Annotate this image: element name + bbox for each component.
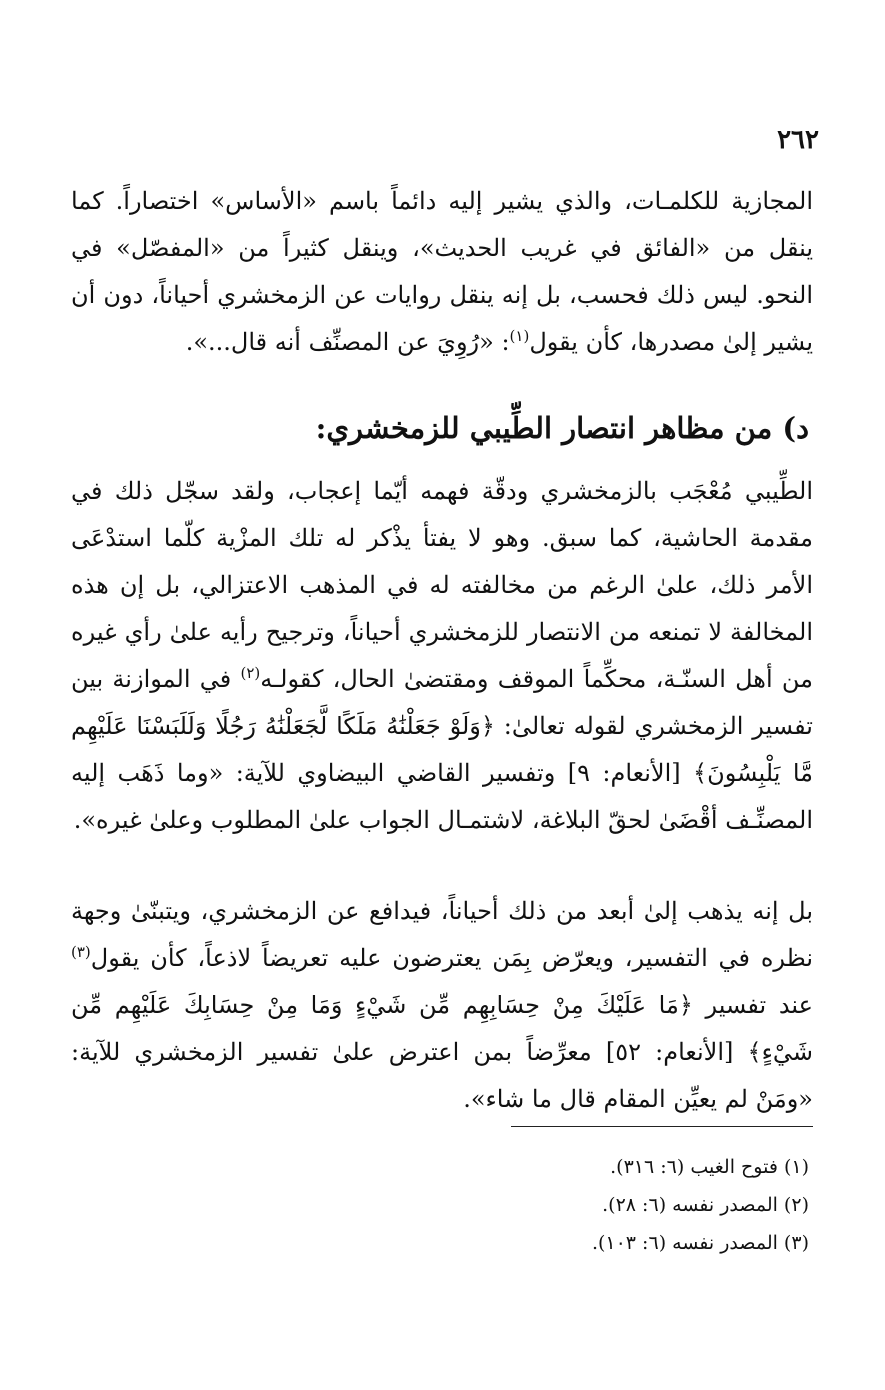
- page-number: ٢٦٢: [777, 125, 819, 155]
- section-heading: د) من مظاهر انتصار الطِّيبي للزمخشري:: [315, 411, 809, 445]
- quran-verse-2: ﴿مَا عَلَيْكَ مِنْ حِسَابِهِم مِّن شَيْءٍ وَمَا مِنْ حِسَابِكَ عَلَيْهِم مِّن شَيْءٍ﴾: [71, 991, 814, 1066]
- footnote-ref-1: (١): [509, 327, 530, 345]
- footnote-ref-2: (٢): [240, 664, 261, 682]
- footnote-divider: [511, 1126, 813, 1127]
- footnote-ref-3: (٣): [71, 943, 91, 961]
- paragraph-3-mid: عند تفسير: [692, 991, 813, 1019]
- footnote-3: (٣) المصدر نفسه (٦: ١٠٣).: [591, 1232, 809, 1254]
- paragraph-1-text: المجازية للكلمـات، والذي يشير إليه دائماً باسم «الأساس» اختصاراً. كما ينقل من «الفائق في غريب الحديث»، وينقل كثيراً من «المفصّل» في النحو. ليس ذلك فحسب، بل إنه ينقل روايات عن الزمخشري أحياناً، دون أن يشير إلىٰ مصدرها، كأن يقول: [71, 187, 814, 356]
- paragraph-3-tail: [الأنعام: ٥٢] معرِّضاً بمن اعترض علىٰ تفسير الزمخشري للآية: «ومَنْ لم يعيِّن المقام قال ما شاء».: [71, 1038, 813, 1113]
- paragraph-1-tail: : «رُوِيَ عن المصنِّف أنه قال...».: [185, 328, 510, 356]
- footnotes: [69, 1148, 809, 1262]
- paragraph-3: [71, 888, 813, 1123]
- paragraph-1: [71, 178, 813, 366]
- footnote-2: (٢) المصدر نفسه (٦: ٢٨).: [602, 1194, 809, 1216]
- footnote-1: (١) فتوح الغيب (٦: ٣١٦).: [610, 1156, 809, 1178]
- paragraph-2-mid: في الموازنة بين تفسير الزمخشري لقوله تعالىٰ:: [71, 665, 813, 740]
- paragraph-3-text: بل إنه يذهب إلىٰ أبعد من ذلك أحياناً، فيدافع عن الزمخشري، ويتبنّىٰ وجهة نظره في التفسير، ويعرّض بِمَن يعترضون عليه تعريضاً لاذعاً، كأن يقول: [71, 897, 813, 972]
- quran-verse-1: ﴿وَلَوْ جَعَلْنَٰهُ مَلَكًا لَّجَعَلْنَٰهُ رَجُلًا وَلَلَبَسْنَا عَلَيْهِم مَّا يَلْبِسُونَ﴾: [71, 712, 813, 787]
- paragraph-2-text: الطِّيبي مُعْجَب بالزمخشري ودقّة فهمه أيّما إعجاب، ولقد سجّل ذلك في مقدمة الحاشية، كما سبق. وهو لا يفتأ يذْكر له تلك المزْية كلّما استدْعَى الأمر ذلك، علىٰ الرغم من مخالفته له في المذهب الاعتزالي، بل إن هذه المخالفة لا تمنعه من الانتصار للزمخشري أحياناً، وترجيح رأيه علىٰ رأي غيره من أهل السنّـة، محكِّماً الموقف ومقتضىٰ الحال، كقولـه: [71, 477, 814, 693]
- paragraph-2: [71, 468, 813, 844]
- paragraph-2-tail: [الأنعام: ٩] وتفسير القاضي البيضاوي للآية: «وما ذَهَب إليه المصنِّـف أقْضَىٰ لحقّ البلاغة، لاشتمـال الجواب علىٰ المطلوب وعلىٰ غيره».: [71, 759, 813, 834]
